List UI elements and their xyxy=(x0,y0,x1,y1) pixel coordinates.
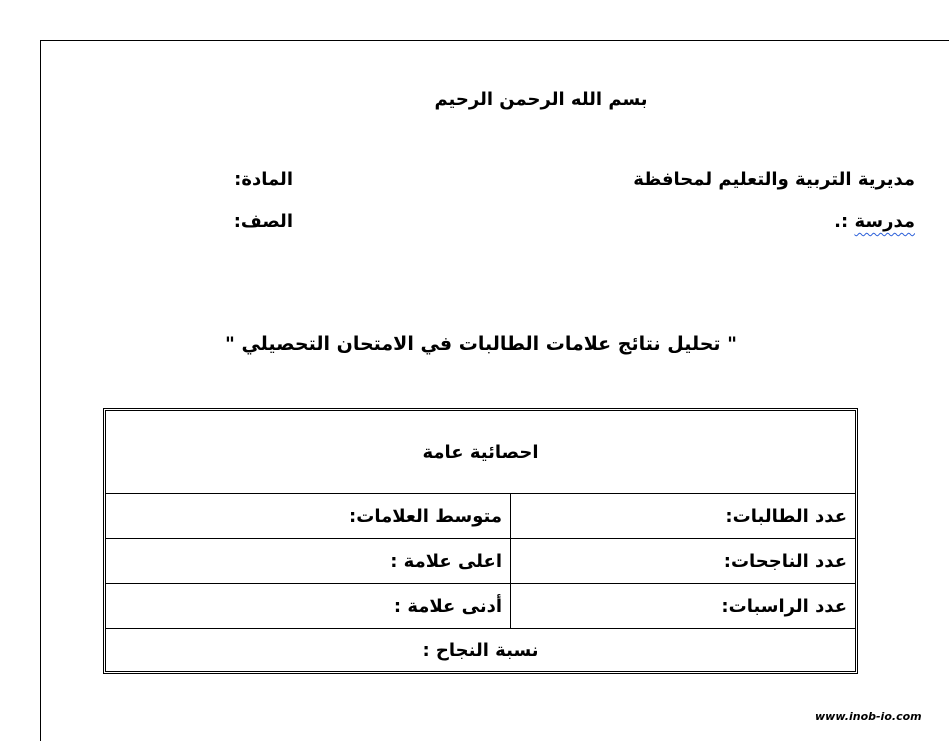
report-title: " تحليل نتائج علامات الطالبات في الامتحان التحصيلي " xyxy=(224,333,738,355)
school-word: مدرسة xyxy=(854,211,915,232)
stats-heading: احصائية عامة xyxy=(422,441,539,463)
stats-heading-row xyxy=(106,411,855,493)
passed-count-cell: عدد الناجحات: xyxy=(510,539,855,583)
school-label xyxy=(834,211,915,232)
bismillah-heading: بسم الله الرحمن الرحيم xyxy=(434,89,648,110)
average-grade-cell: متوسط العلامات: xyxy=(349,505,502,527)
footer-url: www.inob-io.com xyxy=(815,710,922,723)
grade-label: الصف: xyxy=(233,211,293,232)
highest-grade-cell: اعلى علامة : xyxy=(390,550,502,572)
lowest-grade-cell: أدنى علامة : xyxy=(393,595,502,617)
table-row xyxy=(106,583,855,628)
table-row xyxy=(106,538,855,583)
directorate-label: مديرية التربية والتعليم لمحافظة xyxy=(633,169,915,190)
students-count-cell: عدد الطالبات: xyxy=(510,494,855,538)
school-suffix: :. xyxy=(834,211,855,232)
subject-label: المادة: xyxy=(234,169,293,190)
pass-rate-row xyxy=(106,628,855,671)
document-page xyxy=(40,40,949,741)
table-row xyxy=(106,493,855,538)
stats-table xyxy=(103,408,858,674)
failed-count-cell: عدد الراسبات: xyxy=(510,584,855,628)
pass-rate-cell: نسبة النجاح : xyxy=(422,639,539,661)
